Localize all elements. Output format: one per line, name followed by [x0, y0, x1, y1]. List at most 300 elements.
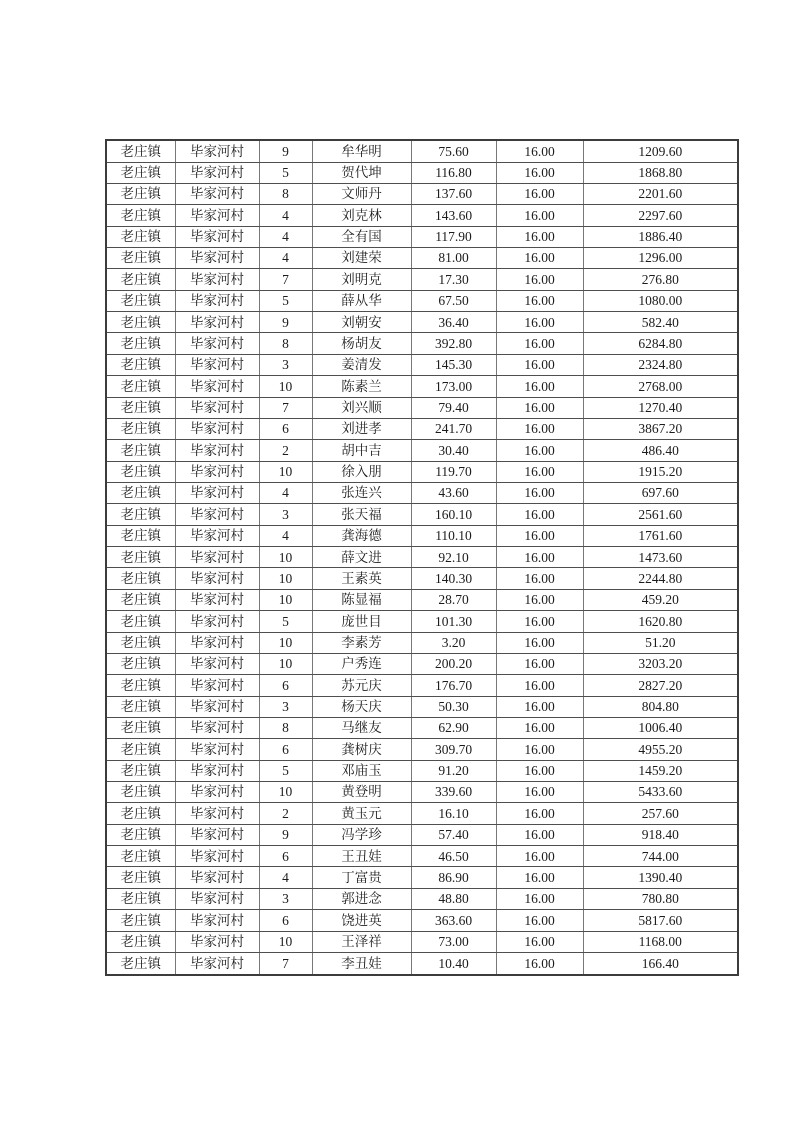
cell-town: 老庄镇 — [106, 846, 175, 867]
cell-group-number: 5 — [259, 290, 312, 311]
cell-village: 毕家河村 — [175, 269, 259, 290]
cell-group-number: 2 — [259, 440, 312, 461]
cell-group-number: 5 — [259, 611, 312, 632]
cell-total: 697.60 — [583, 483, 738, 504]
cell-group-number: 6 — [259, 675, 312, 696]
table-row — [106, 183, 738, 204]
table-row — [106, 653, 738, 674]
cell-group-number: 10 — [259, 568, 312, 589]
cell-name: 龚海德 — [312, 525, 411, 546]
cell-total: 276.80 — [583, 269, 738, 290]
cell-amount: 17.30 — [411, 269, 496, 290]
cell-village: 毕家河村 — [175, 568, 259, 589]
cell-village: 毕家河村 — [175, 611, 259, 632]
cell-town: 老庄镇 — [106, 525, 175, 546]
cell-group-number: 6 — [259, 846, 312, 867]
cell-group-number: 4 — [259, 483, 312, 504]
cell-town: 老庄镇 — [106, 717, 175, 738]
cell-amount: 86.90 — [411, 867, 496, 888]
cell-amount: 67.50 — [411, 290, 496, 311]
cell-group-number: 5 — [259, 760, 312, 781]
table-body — [106, 140, 738, 975]
cell-total: 804.80 — [583, 696, 738, 717]
cell-amount: 176.70 — [411, 675, 496, 696]
cell-town: 老庄镇 — [106, 867, 175, 888]
cell-amount: 92.10 — [411, 547, 496, 568]
cell-town: 老庄镇 — [106, 589, 175, 610]
cell-town: 老庄镇 — [106, 739, 175, 760]
cell-amount: 363.60 — [411, 910, 496, 931]
cell-amount: 117.90 — [411, 226, 496, 247]
cell-group-number: 3 — [259, 696, 312, 717]
cell-town: 老庄镇 — [106, 354, 175, 375]
cell-total: 1459.20 — [583, 760, 738, 781]
cell-group-number: 3 — [259, 888, 312, 909]
cell-rate: 16.00 — [496, 611, 583, 632]
table-row — [106, 803, 738, 824]
cell-town: 老庄镇 — [106, 910, 175, 931]
cell-name: 李丑娃 — [312, 952, 411, 975]
cell-town: 老庄镇 — [106, 162, 175, 183]
cell-town: 老庄镇 — [106, 760, 175, 781]
cell-village: 毕家河村 — [175, 931, 259, 952]
cell-rate: 16.00 — [496, 547, 583, 568]
cell-name: 刘兴顺 — [312, 397, 411, 418]
cell-rate: 16.00 — [496, 696, 583, 717]
cell-rate: 16.00 — [496, 290, 583, 311]
cell-rate: 16.00 — [496, 888, 583, 909]
cell-village: 毕家河村 — [175, 183, 259, 204]
cell-total: 5433.60 — [583, 782, 738, 803]
table-row — [106, 140, 738, 162]
cell-town: 老庄镇 — [106, 931, 175, 952]
cell-name: 刘明克 — [312, 269, 411, 290]
cell-rate: 16.00 — [496, 824, 583, 845]
cell-group-number: 10 — [259, 589, 312, 610]
cell-town: 老庄镇 — [106, 675, 175, 696]
cell-total: 51.20 — [583, 632, 738, 653]
cell-rate: 16.00 — [496, 483, 583, 504]
table-row — [106, 952, 738, 975]
cell-rate: 16.00 — [496, 568, 583, 589]
cell-amount: 75.60 — [411, 140, 496, 162]
table-row — [106, 376, 738, 397]
cell-total: 166.40 — [583, 952, 738, 975]
table-row — [106, 333, 738, 354]
cell-amount: 30.40 — [411, 440, 496, 461]
cell-total: 2297.60 — [583, 205, 738, 226]
table-row — [106, 717, 738, 738]
cell-rate: 16.00 — [496, 803, 583, 824]
cell-total: 1473.60 — [583, 547, 738, 568]
cell-name: 文师丹 — [312, 183, 411, 204]
cell-total: 1761.60 — [583, 525, 738, 546]
cell-group-number: 7 — [259, 269, 312, 290]
table-row — [106, 846, 738, 867]
table-row — [106, 504, 738, 525]
cell-town: 老庄镇 — [106, 248, 175, 269]
cell-rate: 16.00 — [496, 162, 583, 183]
cell-amount: 81.00 — [411, 248, 496, 269]
cell-name: 苏元庆 — [312, 675, 411, 696]
cell-name: 贺代坤 — [312, 162, 411, 183]
cell-village: 毕家河村 — [175, 525, 259, 546]
cell-village: 毕家河村 — [175, 632, 259, 653]
cell-rate: 16.00 — [496, 354, 583, 375]
cell-name: 全有国 — [312, 226, 411, 247]
cell-rate: 16.00 — [496, 782, 583, 803]
cell-amount: 200.20 — [411, 653, 496, 674]
cell-name: 杨天庆 — [312, 696, 411, 717]
cell-group-number: 9 — [259, 824, 312, 845]
cell-total: 1915.20 — [583, 461, 738, 482]
cell-town: 老庄镇 — [106, 653, 175, 674]
table-row — [106, 867, 738, 888]
cell-village: 毕家河村 — [175, 248, 259, 269]
cell-group-number: 3 — [259, 504, 312, 525]
cell-total: 2201.60 — [583, 183, 738, 204]
cell-rate: 16.00 — [496, 846, 583, 867]
cell-town: 老庄镇 — [106, 183, 175, 204]
cell-rate: 16.00 — [496, 333, 583, 354]
cell-group-number: 10 — [259, 376, 312, 397]
table-row — [106, 162, 738, 183]
cell-village: 毕家河村 — [175, 952, 259, 975]
cell-amount: 28.70 — [411, 589, 496, 610]
cell-group-number: 4 — [259, 226, 312, 247]
cell-village: 毕家河村 — [175, 589, 259, 610]
table-row — [106, 269, 738, 290]
cell-rate: 16.00 — [496, 205, 583, 226]
cell-total: 3867.20 — [583, 418, 738, 439]
cell-amount: 137.60 — [411, 183, 496, 204]
cell-village: 毕家河村 — [175, 376, 259, 397]
table-row — [106, 568, 738, 589]
table-row — [106, 440, 738, 461]
cell-name: 牟华明 — [312, 140, 411, 162]
cell-total: 1006.40 — [583, 717, 738, 738]
cell-village: 毕家河村 — [175, 333, 259, 354]
cell-group-number: 6 — [259, 910, 312, 931]
cell-amount: 339.60 — [411, 782, 496, 803]
table-row — [106, 205, 738, 226]
cell-village: 毕家河村 — [175, 803, 259, 824]
table-row — [106, 824, 738, 845]
cell-total: 1886.40 — [583, 226, 738, 247]
cell-name: 陈素兰 — [312, 376, 411, 397]
cell-amount: 43.60 — [411, 483, 496, 504]
cell-group-number: 9 — [259, 312, 312, 333]
cell-amount: 3.20 — [411, 632, 496, 653]
cell-group-number: 4 — [259, 867, 312, 888]
table-row — [106, 547, 738, 568]
cell-village: 毕家河村 — [175, 440, 259, 461]
cell-total: 257.60 — [583, 803, 738, 824]
cell-village: 毕家河村 — [175, 846, 259, 867]
table-row — [106, 525, 738, 546]
cell-total: 1168.00 — [583, 931, 738, 952]
cell-village: 毕家河村 — [175, 461, 259, 482]
cell-town: 老庄镇 — [106, 568, 175, 589]
cell-town: 老庄镇 — [106, 888, 175, 909]
cell-town: 老庄镇 — [106, 803, 175, 824]
cell-total: 1209.60 — [583, 140, 738, 162]
cell-total: 1080.00 — [583, 290, 738, 311]
cell-amount: 119.70 — [411, 461, 496, 482]
cell-group-number: 8 — [259, 183, 312, 204]
cell-group-number: 10 — [259, 782, 312, 803]
cell-village: 毕家河村 — [175, 504, 259, 525]
cell-name: 户秀连 — [312, 653, 411, 674]
cell-name: 徐入朋 — [312, 461, 411, 482]
cell-rate: 16.00 — [496, 760, 583, 781]
cell-town: 老庄镇 — [106, 440, 175, 461]
cell-town: 老庄镇 — [106, 269, 175, 290]
cell-name: 刘克林 — [312, 205, 411, 226]
table-row — [106, 910, 738, 931]
cell-rate: 16.00 — [496, 632, 583, 653]
cell-group-number: 8 — [259, 717, 312, 738]
cell-amount: 46.50 — [411, 846, 496, 867]
payment-record-table — [105, 139, 739, 976]
cell-total: 4955.20 — [583, 739, 738, 760]
cell-rate: 16.00 — [496, 397, 583, 418]
cell-name: 李素芳 — [312, 632, 411, 653]
cell-rate: 16.00 — [496, 952, 583, 975]
table-row — [106, 418, 738, 439]
cell-name: 陈显福 — [312, 589, 411, 610]
cell-rate: 16.00 — [496, 589, 583, 610]
cell-total: 744.00 — [583, 846, 738, 867]
cell-village: 毕家河村 — [175, 824, 259, 845]
cell-total: 2244.80 — [583, 568, 738, 589]
cell-town: 老庄镇 — [106, 547, 175, 568]
cell-amount: 79.40 — [411, 397, 496, 418]
cell-name: 薛从华 — [312, 290, 411, 311]
cell-total: 2324.80 — [583, 354, 738, 375]
cell-village: 毕家河村 — [175, 483, 259, 504]
cell-amount: 140.30 — [411, 568, 496, 589]
cell-town: 老庄镇 — [106, 226, 175, 247]
cell-town: 老庄镇 — [106, 290, 175, 311]
cell-name: 黄玉元 — [312, 803, 411, 824]
cell-village: 毕家河村 — [175, 867, 259, 888]
cell-town: 老庄镇 — [106, 952, 175, 975]
cell-name: 刘建荣 — [312, 248, 411, 269]
cell-rate: 16.00 — [496, 418, 583, 439]
cell-total: 582.40 — [583, 312, 738, 333]
cell-rate: 16.00 — [496, 525, 583, 546]
cell-town: 老庄镇 — [106, 333, 175, 354]
cell-total: 5817.60 — [583, 910, 738, 931]
cell-rate: 16.00 — [496, 461, 583, 482]
cell-amount: 116.80 — [411, 162, 496, 183]
table-row — [106, 354, 738, 375]
cell-total: 1390.40 — [583, 867, 738, 888]
cell-village: 毕家河村 — [175, 910, 259, 931]
cell-amount: 91.20 — [411, 760, 496, 781]
cell-name: 杨胡友 — [312, 333, 411, 354]
cell-total: 2561.60 — [583, 504, 738, 525]
cell-amount: 48.80 — [411, 888, 496, 909]
cell-total: 3203.20 — [583, 653, 738, 674]
cell-total: 1270.40 — [583, 397, 738, 418]
cell-group-number: 7 — [259, 952, 312, 975]
cell-total: 6284.80 — [583, 333, 738, 354]
cell-amount: 57.40 — [411, 824, 496, 845]
table-row — [106, 589, 738, 610]
cell-amount: 160.10 — [411, 504, 496, 525]
table-row — [106, 696, 738, 717]
cell-name: 黄登明 — [312, 782, 411, 803]
table-row — [106, 290, 738, 311]
cell-rate: 16.00 — [496, 931, 583, 952]
cell-name: 龚树庆 — [312, 739, 411, 760]
cell-amount: 392.80 — [411, 333, 496, 354]
cell-total: 780.80 — [583, 888, 738, 909]
cell-rate: 16.00 — [496, 504, 583, 525]
cell-group-number: 10 — [259, 547, 312, 568]
cell-name: 刘朝安 — [312, 312, 411, 333]
cell-amount: 143.60 — [411, 205, 496, 226]
cell-name: 饶进英 — [312, 910, 411, 931]
cell-group-number: 7 — [259, 397, 312, 418]
table-row — [106, 397, 738, 418]
cell-village: 毕家河村 — [175, 653, 259, 674]
cell-name: 王素英 — [312, 568, 411, 589]
cell-group-number: 10 — [259, 461, 312, 482]
cell-name: 刘进孝 — [312, 418, 411, 439]
cell-group-number: 10 — [259, 931, 312, 952]
cell-amount: 73.00 — [411, 931, 496, 952]
cell-village: 毕家河村 — [175, 418, 259, 439]
cell-group-number: 4 — [259, 205, 312, 226]
cell-name: 胡中吉 — [312, 440, 411, 461]
cell-name: 郭进念 — [312, 888, 411, 909]
table-row — [106, 611, 738, 632]
table-row — [106, 760, 738, 781]
table-row — [106, 888, 738, 909]
cell-amount: 16.10 — [411, 803, 496, 824]
cell-town: 老庄镇 — [106, 824, 175, 845]
cell-amount: 145.30 — [411, 354, 496, 375]
table-row — [106, 675, 738, 696]
cell-amount: 110.10 — [411, 525, 496, 546]
cell-rate: 16.00 — [496, 653, 583, 674]
cell-amount: 62.90 — [411, 717, 496, 738]
cell-total: 2827.20 — [583, 675, 738, 696]
cell-town: 老庄镇 — [106, 205, 175, 226]
cell-town: 老庄镇 — [106, 504, 175, 525]
cell-town: 老庄镇 — [106, 696, 175, 717]
cell-group-number: 6 — [259, 739, 312, 760]
cell-rate: 16.00 — [496, 867, 583, 888]
cell-amount: 101.30 — [411, 611, 496, 632]
cell-rate: 16.00 — [496, 248, 583, 269]
cell-town: 老庄镇 — [106, 782, 175, 803]
cell-group-number: 10 — [259, 653, 312, 674]
table-row — [106, 782, 738, 803]
cell-total: 918.40 — [583, 824, 738, 845]
cell-amount: 10.40 — [411, 952, 496, 975]
cell-village: 毕家河村 — [175, 140, 259, 162]
cell-rate: 16.00 — [496, 675, 583, 696]
cell-town: 老庄镇 — [106, 611, 175, 632]
cell-village: 毕家河村 — [175, 696, 259, 717]
cell-rate: 16.00 — [496, 717, 583, 738]
cell-group-number: 5 — [259, 162, 312, 183]
table-row — [106, 931, 738, 952]
cell-name: 王丑娃 — [312, 846, 411, 867]
cell-rate: 16.00 — [496, 269, 583, 290]
cell-rate: 16.00 — [496, 739, 583, 760]
cell-group-number: 4 — [259, 248, 312, 269]
cell-village: 毕家河村 — [175, 782, 259, 803]
cell-total: 1868.80 — [583, 162, 738, 183]
cell-village: 毕家河村 — [175, 290, 259, 311]
cell-name: 冯学珍 — [312, 824, 411, 845]
cell-village: 毕家河村 — [175, 354, 259, 375]
cell-town: 老庄镇 — [106, 483, 175, 504]
cell-total: 1620.80 — [583, 611, 738, 632]
cell-total: 486.40 — [583, 440, 738, 461]
cell-rate: 16.00 — [496, 140, 583, 162]
cell-group-number: 6 — [259, 418, 312, 439]
cell-name: 张天福 — [312, 504, 411, 525]
cell-village: 毕家河村 — [175, 739, 259, 760]
cell-town: 老庄镇 — [106, 418, 175, 439]
cell-name: 马继友 — [312, 717, 411, 738]
cell-group-number: 4 — [259, 525, 312, 546]
cell-village: 毕家河村 — [175, 226, 259, 247]
cell-name: 邓庙玉 — [312, 760, 411, 781]
cell-amount: 173.00 — [411, 376, 496, 397]
cell-rate: 16.00 — [496, 910, 583, 931]
cell-rate: 16.00 — [496, 183, 583, 204]
cell-town: 老庄镇 — [106, 312, 175, 333]
cell-village: 毕家河村 — [175, 205, 259, 226]
cell-group-number: 8 — [259, 333, 312, 354]
cell-name: 薛文进 — [312, 547, 411, 568]
cell-amount: 36.40 — [411, 312, 496, 333]
cell-rate: 16.00 — [496, 440, 583, 461]
cell-total: 2768.00 — [583, 376, 738, 397]
cell-town: 老庄镇 — [106, 376, 175, 397]
cell-village: 毕家河村 — [175, 717, 259, 738]
cell-village: 毕家河村 — [175, 675, 259, 696]
cell-rate: 16.00 — [496, 376, 583, 397]
cell-town: 老庄镇 — [106, 632, 175, 653]
cell-amount: 50.30 — [411, 696, 496, 717]
cell-group-number: 9 — [259, 140, 312, 162]
cell-village: 毕家河村 — [175, 397, 259, 418]
cell-name: 王泽祥 — [312, 931, 411, 952]
table-row — [106, 226, 738, 247]
table-row — [106, 461, 738, 482]
cell-amount: 309.70 — [411, 739, 496, 760]
cell-rate: 16.00 — [496, 312, 583, 333]
table-row — [106, 632, 738, 653]
cell-group-number: 10 — [259, 632, 312, 653]
cell-total: 1296.00 — [583, 248, 738, 269]
cell-village: 毕家河村 — [175, 760, 259, 781]
cell-village: 毕家河村 — [175, 888, 259, 909]
cell-town: 老庄镇 — [106, 461, 175, 482]
cell-town: 老庄镇 — [106, 140, 175, 162]
cell-group-number: 3 — [259, 354, 312, 375]
table-row — [106, 739, 738, 760]
cell-name: 庞世目 — [312, 611, 411, 632]
